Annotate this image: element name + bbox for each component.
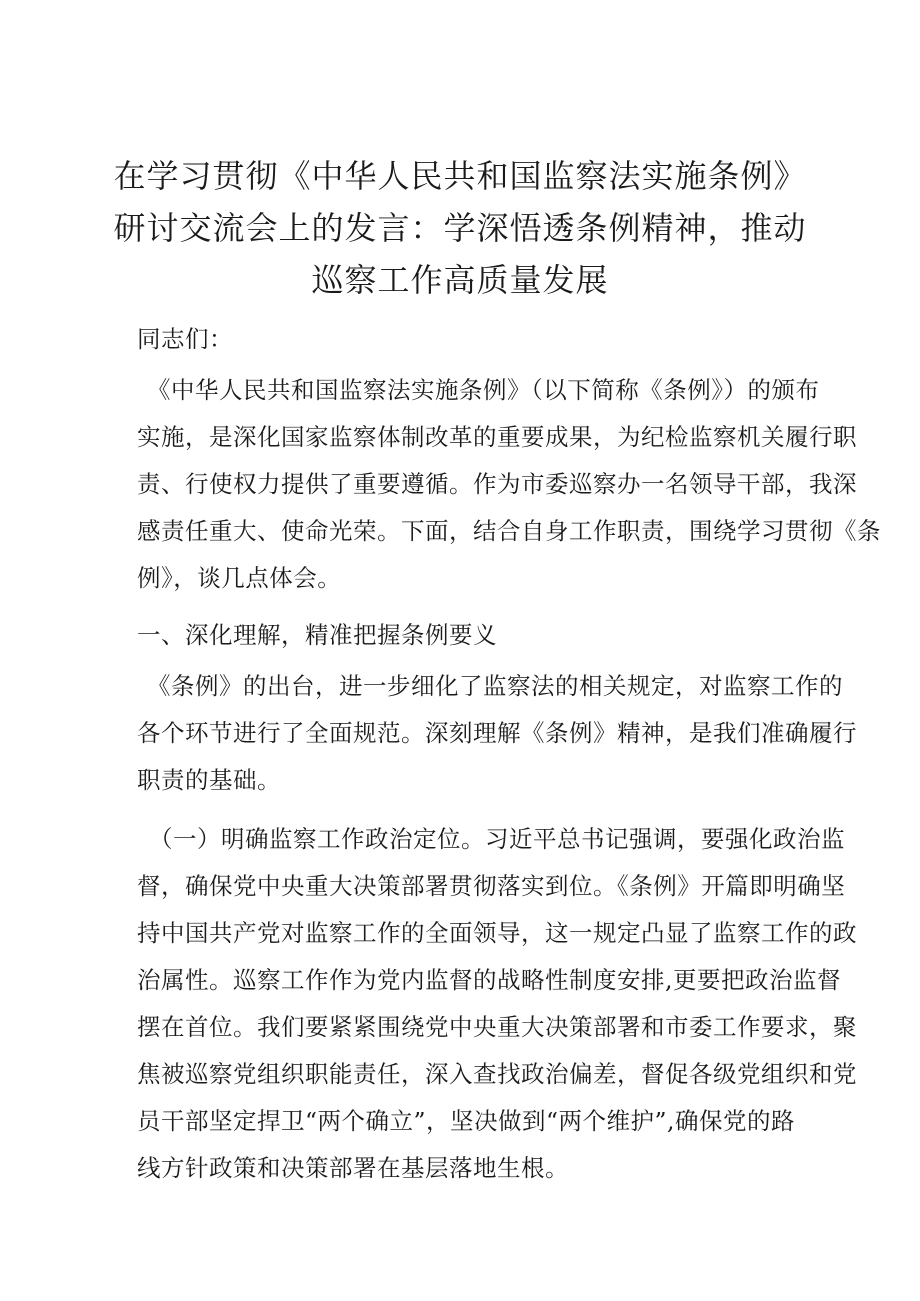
paragraph-line: 督，确保党中央重大决策部署贯彻落实到位。《条例》开篇即明确坚 [137, 872, 846, 900]
paragraph-line: 各个环节进行了全面规范。深刻理解《条例》精神，是我们准确履行 [137, 719, 857, 747]
paragraph-line: 持中国共产党对监察工作的全面领导，这一规定凸显了监察工作的政 [137, 919, 857, 947]
title-line-2: 研讨交流会上的发言：学深悟透条例精神，推动 [113, 209, 807, 247]
paragraph-line: 摆在首位。我们要紧紧围绕党中央重大决策部署和市委工作要求，聚 [137, 1013, 857, 1041]
paragraph-line: 线方针政策和决策部署在基层落地生根。 [137, 1154, 569, 1182]
document-title [110, 150, 810, 306]
paragraph-line: 治属性。巡察工作作为党内监督的战略性制度安排,更要把政治监督 [137, 966, 841, 994]
salutation [137, 316, 787, 363]
section-heading-text: 一、深化理解，精准把握条例要义 [137, 621, 497, 649]
paragraph-line: 职责的基础。 [137, 766, 281, 794]
paragraph-line: 焦被巡察党组织职能责任，深入查找政治偏差，督促各级党组织和党 [137, 1060, 857, 1088]
section-heading-1 [137, 612, 787, 659]
salutation-text: 同志们： [137, 325, 233, 353]
paragraph-line: 责、行使权力提供了重要遵循。作为市委巡察办一名领导干部，我深 [137, 470, 857, 498]
paragraph-line: 例》，谈几点体会。 [137, 564, 342, 592]
title-line-1: 在学习贯彻《中华人民共和国监察法实施条例》 [113, 157, 807, 195]
paragraph-line: （一）明确监察工作政治定位。习近平总书记强调，要强化政治监 [149, 825, 845, 853]
paragraph-3 [137, 816, 857, 1192]
paragraph-2 [137, 663, 857, 804]
paragraph-1 [137, 367, 881, 602]
paragraph-line: 实施，是深化国家监察体制改革的重要成果，为纪检监察机关履行职 [137, 423, 857, 451]
paragraph-line: 员干部坚定捍卫“两个确立”，坚决做到“两个维护”,确保党的路 [137, 1107, 796, 1135]
title-line-3: 巡察工作高质量发展 [311, 261, 609, 299]
paragraph-line: 《中华人民共和国监察法实施条例》（以下简称《条例》）的颁布 [147, 376, 820, 404]
paragraph-line: 《条例》的出台，进一步细化了监察法的相关规定，对监察工作的 [147, 672, 843, 700]
paragraph-line: 感责任重大、使命光荣。下面，结合自身工作职责，围绕学习贯彻《条 [137, 517, 881, 545]
